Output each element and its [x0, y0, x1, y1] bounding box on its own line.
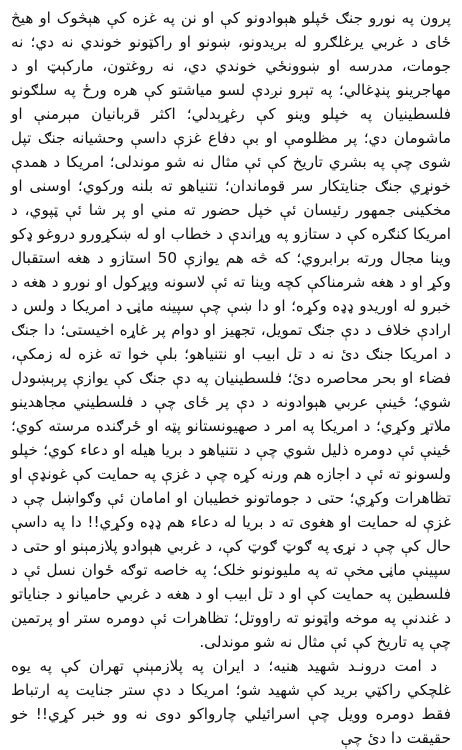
paragraph-1: پرون په نورو جنګ ځپلو هېوادونو کې او نن په غزه کې هېڅوک او هیڅ ځای د غربي یرغلګرو له بریدونو، ښونو او راکټونو خوندي نه دي؛ نه جومات، مدرسه او ښوونځي خوندي دي، نه روغتون، مارکېټ او د مهاجرینو پنډغالي؛ په تېرو نږدې لسو میاشتو کې هره ورځ په سلګونو فلسطینیان په خپلو وینو کې رغړېدلي؛ اکثر قربانیان مېرمنې او ماشومان دي؛ پر مظلومې او بې دفاع غزې داسې وحشیانه جنګ تپل شوی چې په بشري تاریخ کې ئې مثال نه شو موندلی؛ امریکا د همدې خونړي جنګ جنایتکار سر قوماندان؛ نتنیاهو ته بلنه ورکوي؛ اوسنی او مخکینی جمهور رئیسان ئې خپل حضور ته مني او پر شا ئې ټپوي، د امریکا کنګره کې د ستازو په وړاندې د خطاب او له ښکړورو دروغو ډکو وینا مجال ورته برابروي؛ که څه هم یوازې 50 استازو د هغه استقبال وکړ او د هغه شرمناکې کچه وینا ته ئې لاسونه وپړکول او نورو د هغه د خبرو له اوریدو ډډه وکړه؛ او دا ښې چې سپینه ماڼۍ د امریکا د ولس د ارادې خلاف د دې جنګ تمویل، تجهیز او دوام پر غاړه اخیستی؛ دا جنګ د امریکا جنګ دئ نه د تل ابیب او نتنیاهو؛ بلې خوا ته غزه له زمکې، فضاء او بحر محاصره دئ؛ فلسطینیان په دې جنګ کې یوازې پرېښودل شوي؛ ځینې عربي هېوادونه د دې پر ځای چې د فلسطیني مجاهدینو ملاتړ وکړي؛ د امریکا په امر د صهیونستانو پټه او ځرګنده مرسته کوي؛ ځینې ئې دومره ذلیل شوي چې د نتنیاهو د بریا هیله او دعاء کوي؛ خپلو ولسونو ته ئې د اجازه هم ورنه کړه چې د غزې په حمایت کې غونډې او تظاهرات وکړي؛ حتی د جوماتونو خطیبان او امامان ئې وګواښل چې د غزې له حمایت او هغوی ته د بریا له دعاء هم ډډه وکړي!! دا په داسې حال کې چې د نړۍ په ګوټ ګوټ کې، د غربي هېوادو پلازمېنو او حتی د سپینې ماڼۍ مخې ته په ملیونونو خلک؛ په خاصه توګه ځوان نسل ئې د فلسطین په حمایت کې او د تل ابیب او د هغه د غربي حامیانو د جنایاتو د غندنې په موخه واټونو ته راووتل؛ تظاهرات ئې دومره ستر او پرتمین چې په تاریخ کې ئې مثال نه شو موندلی. [11, 9, 451, 651]
article-body [11, 6, 451, 750]
paragraph-2: د امت درونـد شهید هنیه؛ د ایران په پلازمېنې تهران کې په یوه غلچکي راکټي برید کې شهید شو؛ امریکا د دې ستر جنایت په ارتباط فقط دومره وویل چې اسرائیلي چارواکو دوی نه وو خبر کړي!! خو حقیقت دا دئ چې [11, 657, 451, 747]
